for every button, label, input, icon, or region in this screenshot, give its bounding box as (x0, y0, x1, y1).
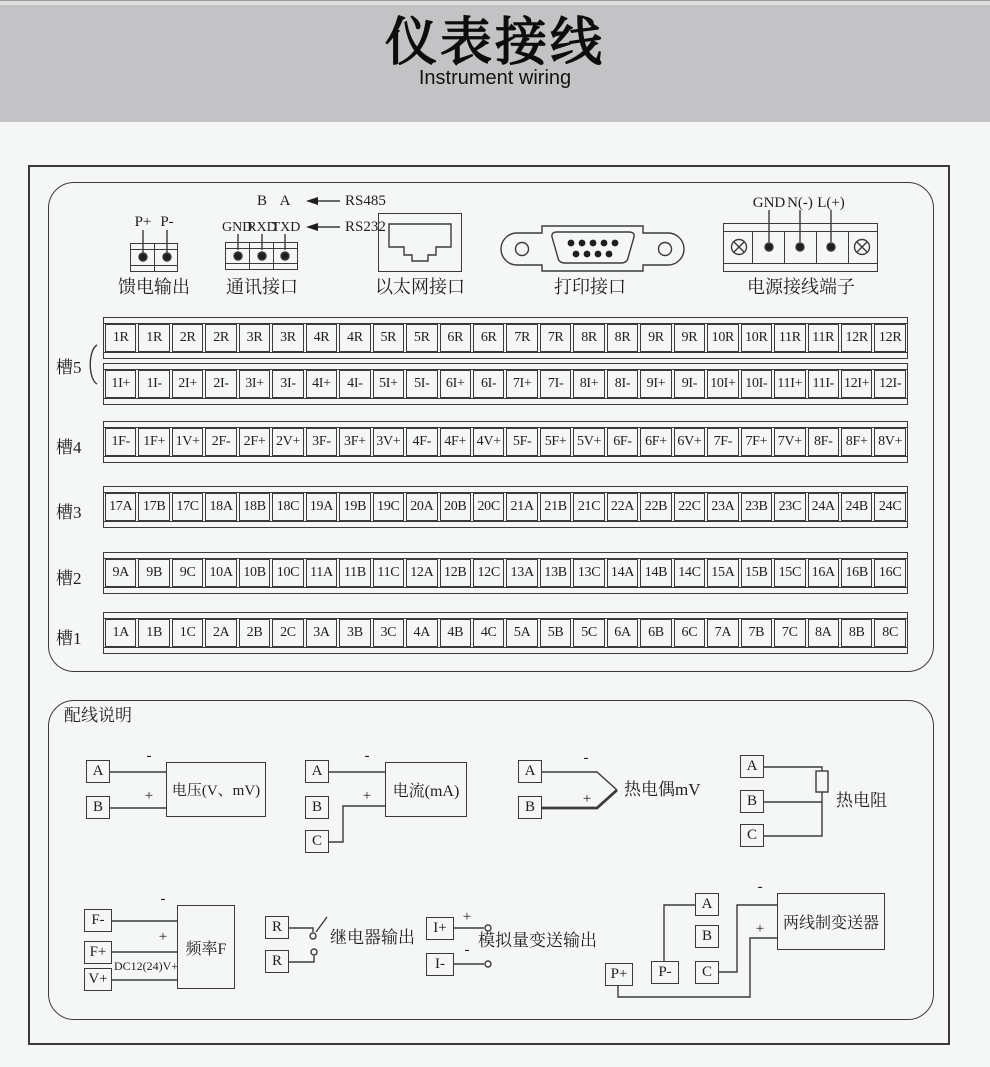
terminal-cell: 8I- (607, 370, 638, 398)
terminal-cell: 20A (406, 493, 437, 521)
feed-pin-label: P+ (134, 214, 152, 230)
terminal-cell: 2R (172, 324, 203, 352)
frequency-device-box: 频率F (177, 905, 235, 989)
terminal-cell: 15A (707, 559, 738, 587)
terminal-cell: 2R (205, 324, 236, 352)
terminal-cell: 15C (774, 559, 805, 587)
terminal-cell: 12I- (874, 370, 905, 398)
terminal-cell: 8F+ (841, 428, 872, 456)
terminal-cell: 16C (874, 559, 905, 587)
terminal-cell: 2A (205, 619, 236, 647)
terminal-cell: 3F+ (339, 428, 370, 456)
terminal-cell: 7R (506, 324, 537, 352)
terminal-cell: 4V+ (473, 428, 504, 456)
terminal-cell: 19C (373, 493, 404, 521)
feed-pin-label: P- (160, 214, 174, 230)
power-block-middle (724, 232, 877, 263)
terminal-cell: 1F+ (138, 428, 169, 456)
thermocouple-label: 热电偶mV (624, 780, 701, 799)
terminal-cell (226, 243, 250, 269)
plus-sign: + (462, 909, 472, 925)
terminal-cell: 12R (841, 324, 872, 352)
slot2-strip (103, 552, 908, 594)
terminal-cell: 5C (573, 619, 604, 647)
terminal-box: B (695, 925, 719, 948)
terminal-box: B (305, 796, 329, 819)
terminal-cell: 4R (339, 324, 370, 352)
terminal-cell: 5F+ (540, 428, 571, 456)
printer-caption: 打印接口 (554, 277, 626, 297)
page-title: 仪表接线 (384, 15, 605, 72)
terminal-cell: 9R (640, 324, 671, 352)
terminal-cell: 16B (841, 559, 872, 587)
terminal-cell: 19A (306, 493, 337, 521)
terminal-cell: 7B (741, 619, 772, 647)
slot4-strip (103, 421, 908, 463)
terminal-box: P- (651, 961, 679, 984)
terminal-cell (250, 243, 274, 269)
terminal-cell: 8A (808, 619, 839, 647)
terminal-cell: 10I- (741, 370, 772, 398)
slot5-strip-r (103, 317, 908, 359)
terminal-cell: 14B (640, 559, 671, 587)
terminal-cell: 3A (306, 619, 337, 647)
terminal-cell: 1R (138, 324, 169, 352)
terminal-cell: 22C (674, 493, 705, 521)
terminal-cell: 8C (874, 619, 905, 647)
power-pin-label: N(-) (787, 195, 813, 211)
terminal-cell: 6V+ (674, 428, 705, 456)
terminal-cell: 17A (105, 493, 136, 521)
terminal-cell: 5I- (406, 370, 437, 398)
terminal-cell: 12C (473, 559, 504, 587)
terminal-cell: 11I- (808, 370, 839, 398)
terminal-cell: 11B (339, 559, 370, 587)
terminal-cell: 9I+ (640, 370, 671, 398)
terminal-cell: 2I- (205, 370, 236, 398)
terminal-cell: 24B (841, 493, 872, 521)
terminal-cell: 1R (105, 324, 136, 352)
terminal-cell: 4F+ (440, 428, 471, 456)
minus-sign: - (160, 891, 166, 907)
terminal-cell: 4F- (406, 428, 437, 456)
rs485-label: RS485 (345, 193, 386, 209)
terminal-cell: 4C (473, 619, 504, 647)
transmitter-device-box: 两线制变送器 (777, 893, 885, 950)
terminal-cell: 7F+ (741, 428, 772, 456)
terminal-box: R (265, 916, 289, 939)
minus-sign: - (364, 748, 370, 764)
terminal-box: F+ (84, 941, 112, 964)
terminal-cell: 11C (373, 559, 404, 587)
terminal-box: R (265, 950, 289, 973)
terminal-cell: 8R (607, 324, 638, 352)
ethernet-port (378, 213, 462, 272)
slot3-label: 槽3 (56, 503, 82, 522)
terminal-cell: 7R (540, 324, 571, 352)
terminal-cell: 9I- (674, 370, 705, 398)
terminal-cell: 6I+ (440, 370, 471, 398)
comm-terminal-block (225, 242, 298, 270)
comm-bus-pin-label: B (256, 193, 267, 209)
slot5-label: 槽5 (56, 358, 82, 377)
terminal-cell (131, 244, 155, 271)
terminal-cell: 6B (640, 619, 671, 647)
terminal-cell: 6R (440, 324, 471, 352)
slot3-strip (103, 486, 908, 528)
terminal-cell: 8I+ (573, 370, 604, 398)
terminal-cell: 12A (406, 559, 437, 587)
terminal-cell: 17C (172, 493, 203, 521)
terminal-cell: 10B (239, 559, 270, 587)
terminal-cell: 7C (774, 619, 805, 647)
header-band (0, 5, 990, 122)
terminal-cell: 4I- (339, 370, 370, 398)
terminal-cell: 20B (440, 493, 471, 521)
terminal-cell: 12R (874, 324, 905, 352)
plus-sign: + (755, 921, 765, 937)
terminal-cell: 23C (774, 493, 805, 521)
terminal-cell: 12I+ (841, 370, 872, 398)
terminal-box: A (518, 760, 542, 783)
terminal-cell: 23B (741, 493, 772, 521)
terminal-cell: 1F- (105, 428, 136, 456)
terminal-cell: 21B (540, 493, 571, 521)
terminal-cell: 15B (741, 559, 772, 587)
terminal-cell: 23A (707, 493, 738, 521)
terminal-cell: 2B (239, 619, 270, 647)
terminal-cell: 16A (808, 559, 839, 587)
analog-output-label: 模拟量变送输出 (478, 931, 597, 950)
terminal-cell: 6C (674, 619, 705, 647)
terminal-cell: 8F- (808, 428, 839, 456)
comm-caption: 通讯接口 (226, 277, 298, 297)
power-pin-label: GND (752, 195, 786, 211)
terminal-cell: 11R (774, 324, 805, 352)
terminal-box: A (305, 760, 329, 783)
slot1-strip (103, 612, 908, 654)
terminal-cell: 10I+ (707, 370, 738, 398)
comm-pin-label: TXD (271, 220, 301, 235)
terminal-cell (817, 232, 848, 263)
terminal-cell: 10A (205, 559, 236, 587)
terminal-cell: 2F+ (239, 428, 270, 456)
terminal-cell (785, 232, 817, 263)
terminal-box: A (86, 760, 110, 783)
terminal-cell: 18B (239, 493, 270, 521)
terminal-cell: 10C (272, 559, 303, 587)
terminal-cell: 7I- (540, 370, 571, 398)
slot2-label: 槽2 (56, 569, 82, 588)
terminal-cell: 7A (707, 619, 738, 647)
terminal-cell: 3I- (272, 370, 303, 398)
terminal-cell: 13A (506, 559, 537, 587)
terminal-cell: 13C (573, 559, 604, 587)
current-device-box: 电流(mA) (385, 762, 467, 817)
screw-terminal (848, 232, 877, 263)
terminal-cell: 1A (105, 619, 136, 647)
terminal-cell: 3F- (306, 428, 337, 456)
terminal-cell: 3R (239, 324, 270, 352)
terminal-cell: 2C (272, 619, 303, 647)
rtd-label: 热电阻 (836, 791, 887, 810)
terminal-cell: 11A (306, 559, 337, 587)
terminal-cell (274, 243, 297, 269)
ethernet-caption: 以太网接口 (375, 277, 465, 297)
terminal-cell: 8V+ (874, 428, 905, 456)
terminal-box: I- (426, 953, 454, 976)
terminal-cell: 5R (406, 324, 437, 352)
terminal-cell: 9R (674, 324, 705, 352)
terminal-cell: 21A (506, 493, 537, 521)
terminal-cell: 7V+ (774, 428, 805, 456)
screw-terminal (724, 232, 753, 263)
terminal-cell: 6I- (473, 370, 504, 398)
terminal-cell: 4R (306, 324, 337, 352)
terminal-cell: 4A (406, 619, 437, 647)
rs232-label: RS232 (345, 219, 386, 235)
terminal-cell: 2I+ (172, 370, 203, 398)
terminal-cell: 18A (205, 493, 236, 521)
feed-caption: 馈电输出 (118, 277, 190, 297)
terminal-cell: 14A (607, 559, 638, 587)
terminal-cell: 1V+ (172, 428, 203, 456)
relay-label: 继电器输出 (330, 928, 415, 947)
terminal-box: C (695, 961, 719, 984)
terminal-cell: 22A (607, 493, 638, 521)
terminal-cell: 6A (607, 619, 638, 647)
terminal-box: C (305, 830, 329, 853)
terminal-cell: 2F- (205, 428, 236, 456)
terminal-cell: 11I+ (774, 370, 805, 398)
power-block-bottom-bar (724, 263, 877, 271)
minus-sign: - (757, 879, 763, 895)
page-subtitle: Instrument wiring (418, 66, 572, 89)
slot5-strip-i (103, 363, 908, 405)
terminal-cell: 1C (172, 619, 203, 647)
terminal-cell: 17B (138, 493, 169, 521)
terminal-cell: 5A (506, 619, 537, 647)
terminal-cell (753, 232, 785, 263)
terminal-cell: 7F- (707, 428, 738, 456)
terminal-cell: 4I+ (306, 370, 337, 398)
terminal-cell: 5F- (506, 428, 537, 456)
terminal-cell: 3V+ (373, 428, 404, 456)
power-caption: 电源接线端子 (747, 277, 855, 297)
terminal-cell: 11R (808, 324, 839, 352)
terminal-cell: 22B (640, 493, 671, 521)
terminal-box: P+ (605, 963, 633, 986)
terminal-cell: 9A (105, 559, 136, 587)
terminal-cell: 12B (440, 559, 471, 587)
terminal-cell: 9C (172, 559, 203, 587)
terminal-cell: 9B (138, 559, 169, 587)
terminal-cell (155, 244, 178, 271)
terminal-cell: 13B (540, 559, 571, 587)
terminal-box: F- (84, 909, 112, 932)
terminal-box: B (740, 790, 764, 813)
terminal-cell: 1B (138, 619, 169, 647)
minus-sign: - (464, 942, 470, 958)
plus-sign: + (158, 929, 168, 945)
terminal-cell: 6R (473, 324, 504, 352)
terminal-cell: 19B (339, 493, 370, 521)
terminal-cell: 3I+ (239, 370, 270, 398)
minus-sign: - (583, 750, 589, 766)
terminal-cell: 3R (272, 324, 303, 352)
terminal-cell: 20C (473, 493, 504, 521)
terminal-cell: 7I+ (506, 370, 537, 398)
terminal-cell: 2V+ (272, 428, 303, 456)
terminal-cell: 10R (707, 324, 738, 352)
terminal-cell: 8B (841, 619, 872, 647)
terminal-cell: 18C (272, 493, 303, 521)
terminal-box: V+ (84, 968, 112, 991)
terminal-box: A (695, 893, 719, 916)
terminal-cell: 21C (573, 493, 604, 521)
terminal-cell: 6F- (607, 428, 638, 456)
comm-pin-label: GND (222, 220, 253, 235)
terminal-cell: 5V+ (573, 428, 604, 456)
terminal-cell: 4B (440, 619, 471, 647)
minus-sign: - (146, 748, 152, 764)
terminal-cell: 24A (808, 493, 839, 521)
power-block-top-bar (724, 224, 877, 232)
terminal-cell: 6F+ (640, 428, 671, 456)
terminal-cell: 24C (874, 493, 905, 521)
comm-bus-pin-label: A (279, 193, 291, 209)
dc-supply-label: DC12(24)V+ (114, 959, 179, 973)
terminal-cell: 3C (373, 619, 404, 647)
terminal-box: I+ (426, 917, 454, 940)
terminal-cell: 10R (741, 324, 772, 352)
terminal-cell: 5I+ (373, 370, 404, 398)
slot4-label: 槽4 (56, 438, 82, 457)
power-terminal-block (723, 223, 878, 272)
terminal-cell: 3B (339, 619, 370, 647)
wiring-title: 配线说明 (64, 706, 132, 725)
terminal-cell: 5R (373, 324, 404, 352)
terminal-cell: 14C (674, 559, 705, 587)
terminal-cell: 1I+ (105, 370, 136, 398)
slot1-label: 槽1 (56, 629, 82, 648)
plus-sign: + (582, 791, 592, 807)
feed-terminal-block (130, 243, 178, 272)
terminal-box: B (86, 796, 110, 819)
power-pin-label: L(+) (817, 195, 845, 211)
plus-sign: + (362, 788, 372, 804)
terminal-box: A (740, 755, 764, 778)
terminal-box: B (518, 796, 542, 819)
plus-sign: + (144, 788, 154, 804)
voltage-device-box: 电压(V、mV) (166, 762, 266, 817)
comm-pin-label: RXD (247, 220, 277, 235)
terminal-box: C (740, 824, 764, 847)
terminal-cell: 5B (540, 619, 571, 647)
terminal-cell: 1I- (138, 370, 169, 398)
terminal-cell: 8R (573, 324, 604, 352)
